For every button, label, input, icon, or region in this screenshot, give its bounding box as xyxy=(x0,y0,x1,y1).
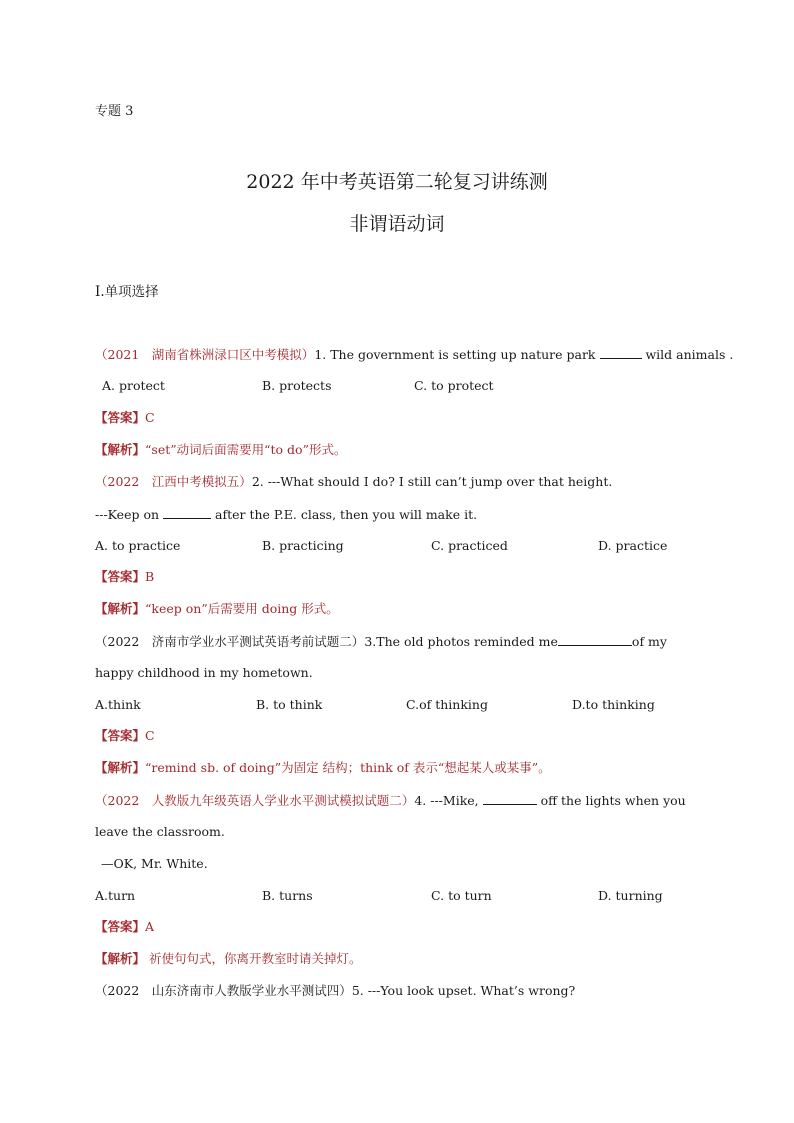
question-1-option-c: C. to protect xyxy=(414,378,494,393)
question-4-option-a: A.turn xyxy=(95,888,136,903)
question-3-option-b: B. to think xyxy=(256,697,323,712)
question-3-stem-start: 3.The old photos reminded me xyxy=(364,634,558,649)
question-3-stem-end: of my xyxy=(631,634,667,649)
question-2-stem: 2. ---What should I do? I still can’t jump over that height. xyxy=(251,474,613,489)
question-2-source: （2022 江西中考模拟五） xyxy=(95,474,252,489)
question-4-answer xyxy=(95,919,154,935)
question-2-line-2-end: after the P.E. class, then you will make it. xyxy=(215,507,478,522)
analysis-tag: 【解析】 xyxy=(95,601,146,616)
question-4-option-b: B. turns xyxy=(262,888,313,903)
question-2-option-d: D. practice xyxy=(598,538,668,553)
question-4-stem-start: 4. ---Mike, xyxy=(414,793,479,808)
question-4-stem-end: off the lights when you xyxy=(540,793,686,808)
topic-label: 专题 3 xyxy=(95,104,134,119)
question-3 xyxy=(95,633,667,650)
question-3-option-a: A.think xyxy=(95,697,141,712)
question-4 xyxy=(95,792,686,809)
analysis-tag: 【解析】 xyxy=(95,442,146,457)
page-subtitle: 非谓语动词 xyxy=(349,213,445,235)
question-5-source: （2022 山东济南市人教版学业水平测试四） xyxy=(95,983,352,998)
question-3-analysis xyxy=(95,760,551,776)
question-3-source: （2022 济南市学业水平测试英语考前试题二） xyxy=(95,634,365,649)
question-1-source: （2021 湖南省株洲渌口区中考模拟） xyxy=(95,347,315,362)
question-2-analysis xyxy=(95,601,339,617)
question-2-option-a: A. to practice xyxy=(95,538,181,553)
answer-blank xyxy=(558,633,632,646)
answer-value: B xyxy=(145,569,155,584)
question-5 xyxy=(95,983,575,999)
question-1-option-a: A. protect xyxy=(102,378,165,393)
analysis-tag: 【解析】 xyxy=(95,951,146,966)
analysis-text: “remind sb. of doing”为固定 结构；think of 表示“想起某人或某事”。 xyxy=(145,760,551,775)
answer-blank xyxy=(163,506,211,519)
question-4-source: （2022 人教版九年级英语人学业水平测试模拟试题二） xyxy=(95,793,415,808)
answer-value: C xyxy=(145,728,155,743)
answer-tag: 【答案】 xyxy=(95,410,146,425)
analysis-tag: 【解析】 xyxy=(95,760,146,775)
question-3-line-2: happy childhood in my hometown. xyxy=(95,665,313,680)
question-2-line-2-start: ---Keep on xyxy=(95,507,160,522)
question-4-line-3: —OK, Mr. White. xyxy=(101,856,208,871)
answer-value: C xyxy=(145,410,155,425)
analysis-text: “keep on”后需要用 doing 形式。 xyxy=(145,601,339,616)
page-title: 2022 年中考英语第二轮复习讲练测 xyxy=(246,171,548,193)
question-2-answer xyxy=(95,569,154,585)
question-4-option-c: C. to turn xyxy=(431,888,492,903)
question-3-answer xyxy=(95,728,155,744)
question-4-line-2: leave the classroom. xyxy=(95,824,225,839)
answer-tag: 【答案】 xyxy=(95,569,146,584)
question-1-stem-start: 1. The government is setting up nature park xyxy=(314,347,596,362)
question-1-analysis xyxy=(95,442,346,458)
question-4-option-d: D. turning xyxy=(598,888,663,903)
answer-blank xyxy=(600,346,642,359)
question-1 xyxy=(95,346,733,363)
analysis-text: 祈使句句式，你离开教室时请关掉灯。 xyxy=(145,951,362,966)
question-1-answer xyxy=(95,410,155,426)
question-2-option-b: B. practicing xyxy=(262,538,344,553)
answer-tag: 【答案】 xyxy=(95,919,146,934)
question-3-option-d: D.to thinking xyxy=(572,697,655,712)
question-1-stem-end: wild animals . xyxy=(645,347,734,362)
answer-tag: 【答案】 xyxy=(95,728,146,743)
question-2-option-c: C. practiced xyxy=(431,538,508,553)
analysis-text: “set”动词后面需要用“to do”形式。 xyxy=(145,442,347,457)
question-1-option-b: B. protects xyxy=(262,378,332,393)
answer-value: A xyxy=(145,919,155,934)
question-2-line-2 xyxy=(95,506,477,523)
question-3-option-c: C.of thinking xyxy=(406,697,488,712)
question-2 xyxy=(95,474,612,490)
question-4-analysis xyxy=(95,951,362,967)
question-5-stem: 5. ---You look upset. What’s wrong? xyxy=(351,983,576,998)
section-heading: Ⅰ.单项选择 xyxy=(95,284,159,300)
answer-blank xyxy=(483,792,537,805)
